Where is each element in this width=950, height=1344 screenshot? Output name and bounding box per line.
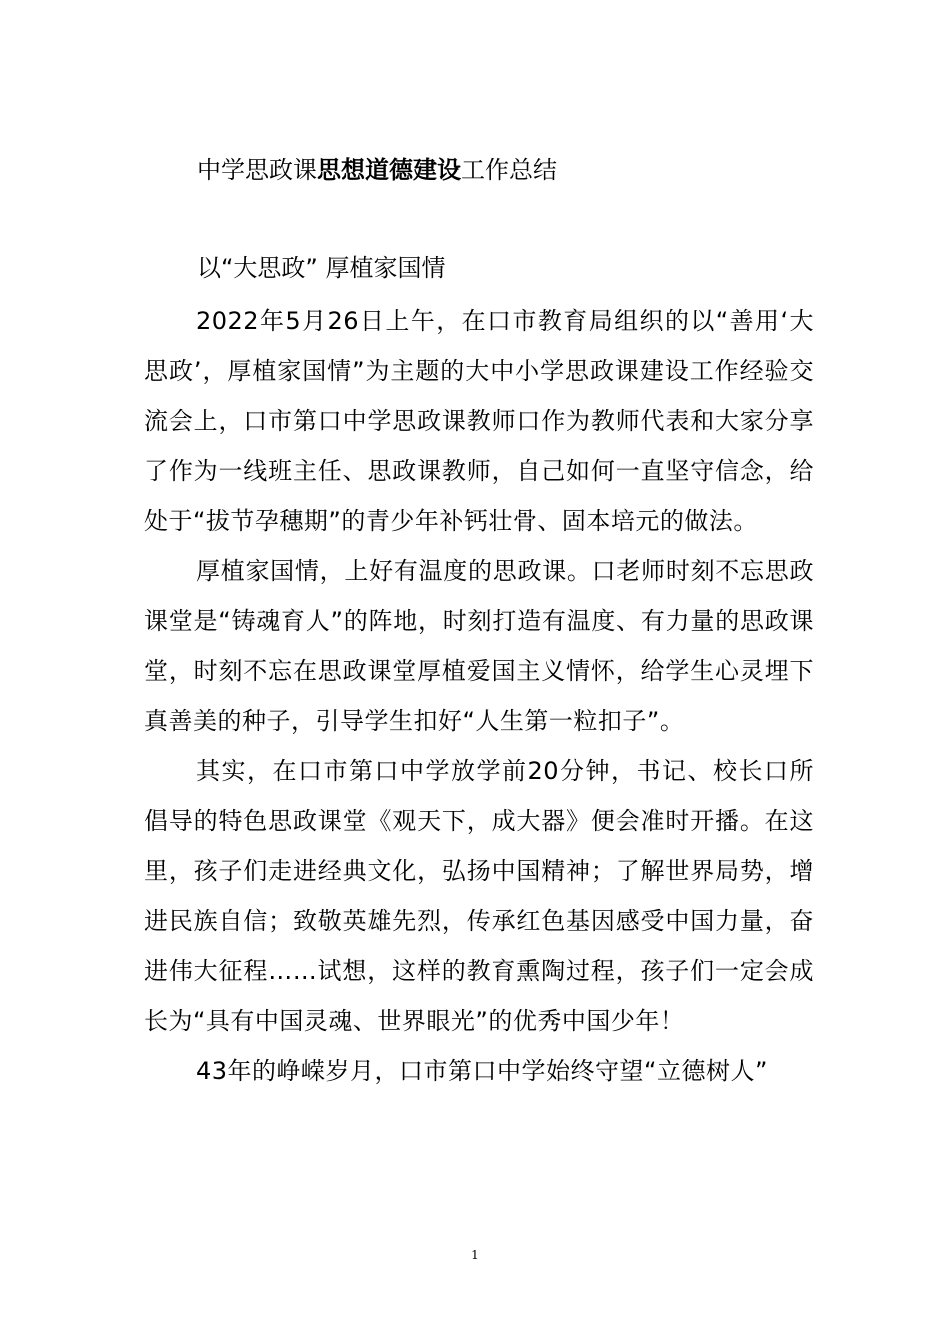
paragraph-1: 2022年5月26日上午，在口市教育局组织的以“善用‘大思政’，厚植家国情”为主题的大中小学思政课建设工作经验交流会上，口市第口中学思政课教师口作为教师代表和大家分享了作为一线班主任、思政课教师，自己如何一直坚守信念，给处于“拔节孕穗期”的青少年补钙壮骨、固本培元的做法。 (144, 307, 814, 535)
title-part-1: 中学思政课 (197, 156, 317, 184)
paragraph-4: 43年的峥嵘岁月，口市第口中学始终守望“立德树人” (196, 1057, 768, 1085)
title-part-2: 思想道德建设 (317, 156, 461, 184)
document-body (144, 296, 814, 1096)
document-title (197, 152, 557, 188)
page-number: 1 (471, 1248, 479, 1262)
document-subtitle: 以“大思政” 厚植家国情 (197, 254, 446, 282)
paragraph-2: 厚植家国情，上好有温度的思政课。口老师时刻不忘思政课堂是“铸魂育人”的阵地，时刻打造有温度、有力量的思政课堂，时刻不忘在思政课堂厚植爱国主义情怀，给学生心灵埋下真善美的种子，引导学生扣好“人生第一粒扣子”。 (144, 557, 814, 735)
title-part-3: 工作总结 (461, 156, 557, 184)
paragraph-3: 其实，在口市第口中学放学前20分钟，书记、校长口所倡导的特色思政课堂《观天下，成大器》便会准时开播。在这里，孩子们走进经典文化，弘扬中国精神；了解世界局势，增进民族自信；致敬英雄先烈，传承红色基因感受中国力量，奋进伟大征程……试想，这样的教育熏陶过程，孩子们一定会成长为“具有中国灵魂、世界眼光”的优秀中国少年！ (144, 757, 814, 1035)
